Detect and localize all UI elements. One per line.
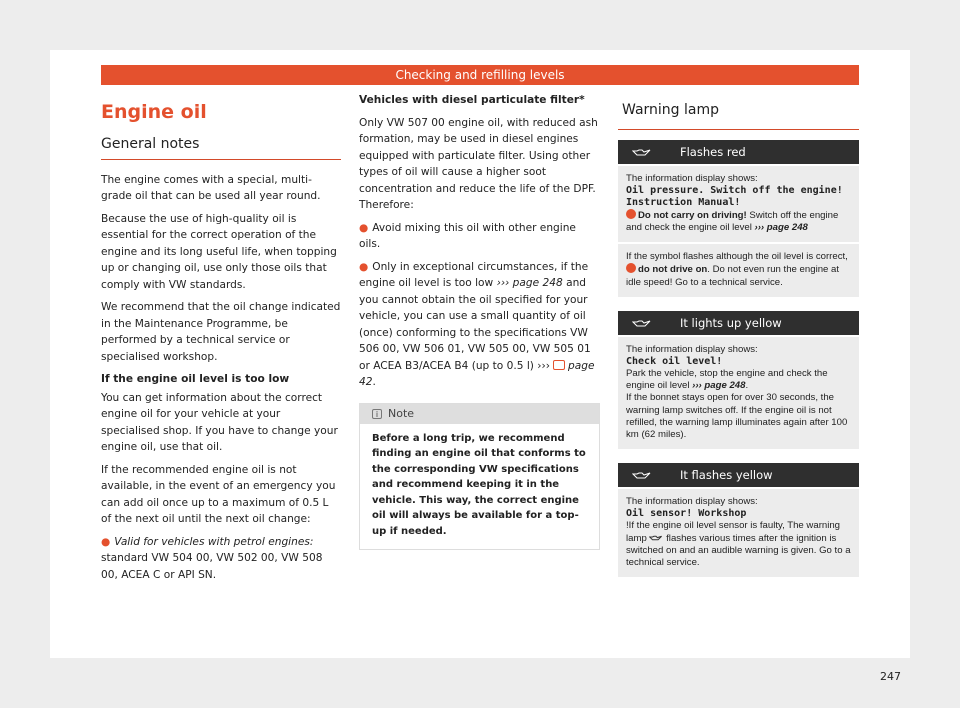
oil-can-icon (632, 149, 652, 156)
page-reference-link[interactable]: ››› page 248 (496, 277, 563, 289)
paragraph: The engine comes with a special, multi-grade oil that can be used all year round. (101, 173, 321, 202)
paragraph: Because the use of high-quality oil is essential for the correct operation of the engine and its long useful life, when topping up or changing oil, use only those oils that comply with VW standards. (101, 212, 337, 291)
bullet-item: ● Avoid mixing this oil with other engine oils. (359, 221, 576, 250)
oil-can-icon (649, 535, 663, 541)
manual-page (50, 50, 910, 683)
book-icon (553, 360, 565, 370)
paragraph: If the recommended engine oil is not available, in the event of an emergency you can add oil once up to a maximum of 0.5 L of the next oil until the next oil change: (101, 463, 336, 525)
page-title: Engine oil (101, 101, 207, 123)
section-subtitle: General notes (101, 136, 341, 160)
info-icon: i (372, 409, 382, 419)
info-box: The information display shows: Oil pressure. Switch off the engine! Instruction Manual! Do not carry on driving! Switch off the engine and check the engine oil level ››› page 248 (618, 166, 859, 243)
bullet-icon: ● (101, 535, 111, 548)
display-message: Oil pressure. Switch off the engine! Instruction Manual! (626, 184, 843, 208)
oil-can-icon (632, 472, 652, 479)
info-box: If the symbol flashes although the oil level is correct, do not drive on. Do not even run the engine at idle speed! Go to a technical service. (618, 244, 859, 297)
warning-icon (626, 263, 636, 273)
note-box (359, 403, 600, 551)
bullet-item: ● Valid for vehicles with petrol engines: standard VW 504 00, VW 502 00, VW 508 00, ACEA C or API SN. (101, 535, 323, 581)
status-bar-flashes-yellow: It flashes yellow (618, 463, 859, 487)
warning-lamp-title: Warning lamp (618, 102, 859, 130)
warning-icon (626, 209, 636, 219)
subheading: Vehicles with diesel particulate filter* (359, 94, 585, 106)
paragraph: Only VW 507 00 engine oil, with reduced ash formation, may be used in diesel engines equipped with particulate filter. Using other types of oil will cause a higher soot concentration and reduce the life of the DPF. Therefore: (359, 116, 598, 211)
bullet-icon: ● (359, 221, 369, 234)
oil-can-icon (632, 320, 652, 327)
page-number: 247 (880, 670, 901, 683)
info-box: The information display shows: Oil sensor! Workshop !If the engine oil level sensor is faulty, The warning lamp flashes various times after the ignition is switched on and an audible warning is given. Go to a technical service. (618, 489, 859, 577)
column-left (101, 92, 341, 583)
bullet-icon: ● (359, 260, 369, 273)
column-middle (359, 92, 600, 550)
page-reference-link[interactable]: ››› page 248 (692, 380, 746, 392)
page-reference-link[interactable]: ››› page 248 (754, 221, 808, 233)
display-message: Check oil level! (626, 355, 723, 367)
info-box: The information display shows: Check oil level! Park the vehicle, stop the engine and check the engine oil level ››› page 248. If the bonnet stays open for over 30 seconds, the warning lamp switches off. If the engine oil is not refilled, the warning lamp illuminates again after 100 km (62 miles). (618, 337, 859, 449)
section-header: Checking and refilling levels (101, 65, 859, 85)
paragraph: We recommend that the oil change indicated in the Maintenance Programme, be performed by a technical service or specialised workshop. (101, 301, 341, 363)
page-reference-link[interactable]: ››› page 42. (359, 359, 595, 388)
status-bar-lights-yellow: It lights up yellow (618, 311, 859, 335)
note-text: Before a long trip, we recommend finding an engine oil that conforms to the corresponding VW specifications and recommend keeping it in the vehicle. This way, the correct engine oil will always be available for a top-up if needed. (372, 432, 586, 537)
bullet-item: ● Only in exceptional circumstances, if the engine oil level is too low ››› page 248 and you cannot obtain the oil specified for your vehicle, you can use a small quantity of oil (once) conforming to the specifications VW 506 00, VW 506 01, VW 505 00, VW 505 01 or ACEA B3/ACEA B4 (up to 0.5 l) ››› page 42. (359, 260, 595, 388)
note-header: i Note (360, 404, 599, 424)
paragraph: You can get information about the correct engine oil for your vehicle at your specialised shop. If you have to change your engine oil, use that oil. (101, 391, 338, 453)
display-message: Oil sensor! Workshop (626, 508, 747, 520)
status-bar-flashes-red: Flashes red (618, 140, 859, 164)
column-right (618, 92, 859, 577)
subheading: If the engine oil level is too low (101, 373, 290, 385)
